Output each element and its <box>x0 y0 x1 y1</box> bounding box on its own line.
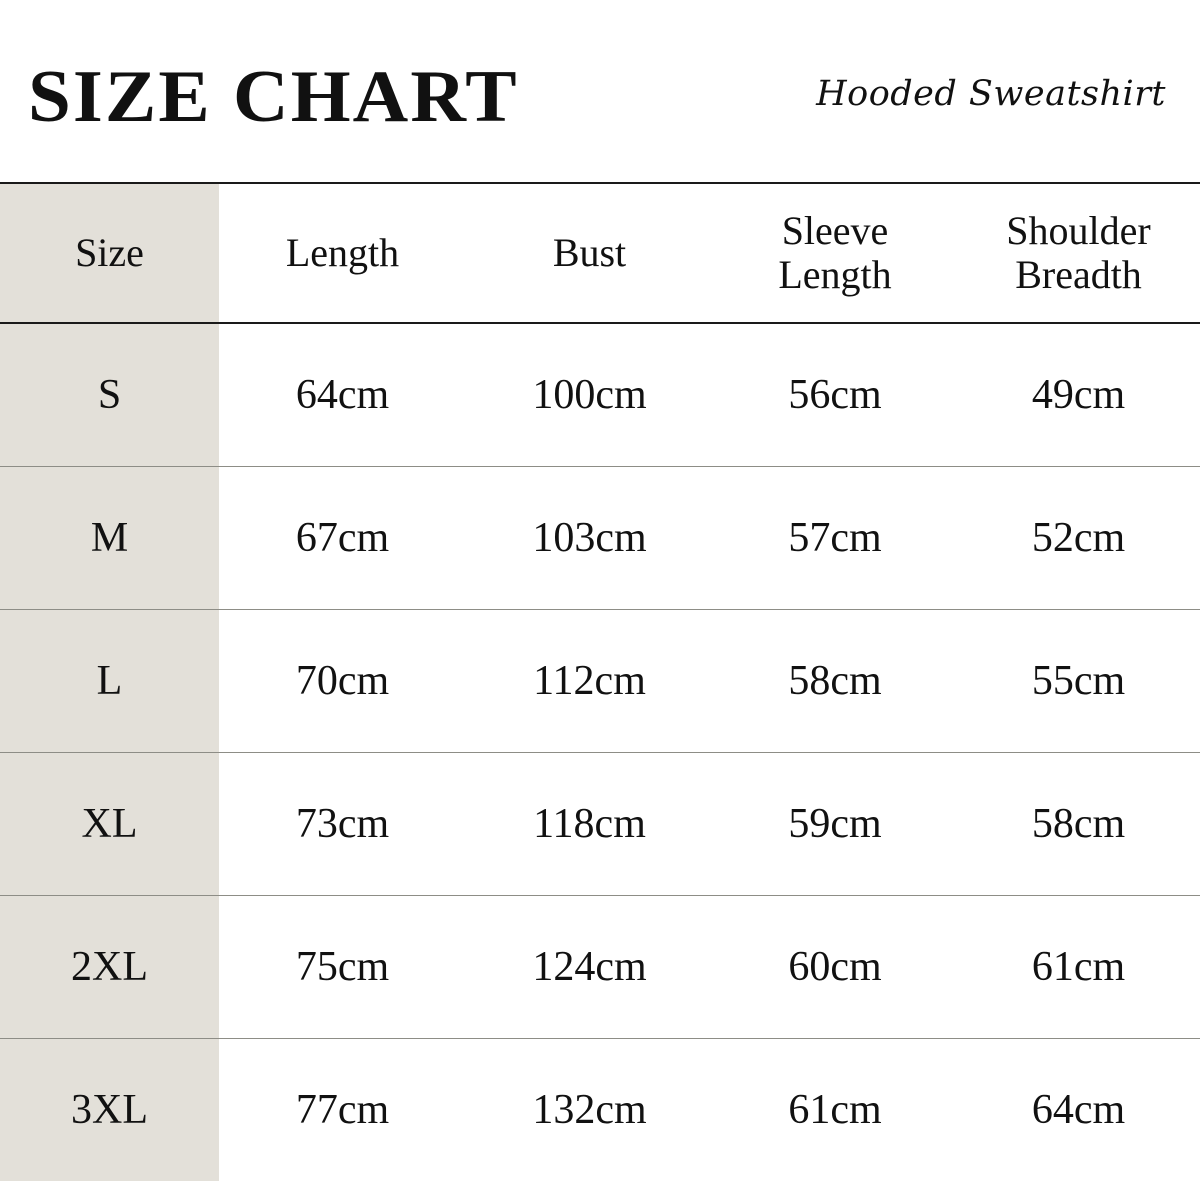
cell-size: XL <box>0 753 219 896</box>
column-header-sleeve-line2: Length <box>778 252 892 297</box>
product-name: Hooded Sweatshirt <box>816 74 1166 114</box>
size-table-container <box>0 182 1200 1181</box>
cell-shoulder: 61cm <box>1031 944 1126 990</box>
page-title: SIZE CHART <box>28 56 519 138</box>
cell-shoulder: 55cm <box>1031 658 1126 704</box>
cell-sleeve: 61cm <box>788 1087 882 1133</box>
cell-shoulder: 49cm <box>1031 372 1126 418</box>
column-header-length: Length <box>285 230 400 276</box>
table-row <box>0 896 1200 1039</box>
cell-sleeve: 57cm <box>788 515 882 561</box>
cell-length: 75cm <box>295 944 390 990</box>
cell-size: M <box>0 467 219 610</box>
cell-bust: 100cm <box>532 372 647 418</box>
cell-sleeve: 59cm <box>788 801 882 847</box>
header <box>0 0 1200 182</box>
cell-length: 67cm <box>295 515 390 561</box>
cell-length: 70cm <box>295 658 390 704</box>
cell-shoulder: 58cm <box>1031 801 1126 847</box>
column-header-bust: Bust <box>552 230 627 276</box>
table-header-row <box>0 183 1200 323</box>
column-header-sleeve-line1: Sleeve <box>781 208 889 253</box>
table-row <box>0 323 1200 467</box>
column-header-shoulder-line2: Breadth <box>1015 252 1142 297</box>
table-row <box>0 610 1200 753</box>
cell-bust: 132cm <box>532 1087 647 1133</box>
cell-bust: 112cm <box>533 658 646 704</box>
cell-shoulder: 52cm <box>1031 515 1126 561</box>
cell-sleeve: 58cm <box>788 658 882 704</box>
cell-length: 77cm <box>295 1087 390 1133</box>
cell-size: 3XL <box>0 1039 219 1182</box>
table-row <box>0 1039 1200 1182</box>
size-chart-table <box>0 182 1200 1181</box>
cell-bust: 103cm <box>532 515 647 561</box>
cell-size: 2XL <box>0 896 219 1039</box>
column-header-shoulder-line1: Shoulder <box>1006 208 1151 253</box>
column-header-size: Size <box>0 183 219 323</box>
cell-sleeve: 56cm <box>788 372 882 418</box>
cell-size: L <box>0 610 219 753</box>
cell-sleeve: 60cm <box>788 944 882 990</box>
cell-bust: 118cm <box>533 801 646 847</box>
table-row <box>0 467 1200 610</box>
cell-length: 73cm <box>295 801 390 847</box>
column-header-sleeve-length <box>713 183 957 323</box>
cell-bust: 124cm <box>532 944 647 990</box>
table-row <box>0 753 1200 896</box>
cell-shoulder: 64cm <box>1031 1087 1126 1133</box>
column-header-shoulder-breadth <box>957 183 1200 323</box>
cell-length: 64cm <box>295 372 390 418</box>
cell-size: S <box>0 323 219 467</box>
